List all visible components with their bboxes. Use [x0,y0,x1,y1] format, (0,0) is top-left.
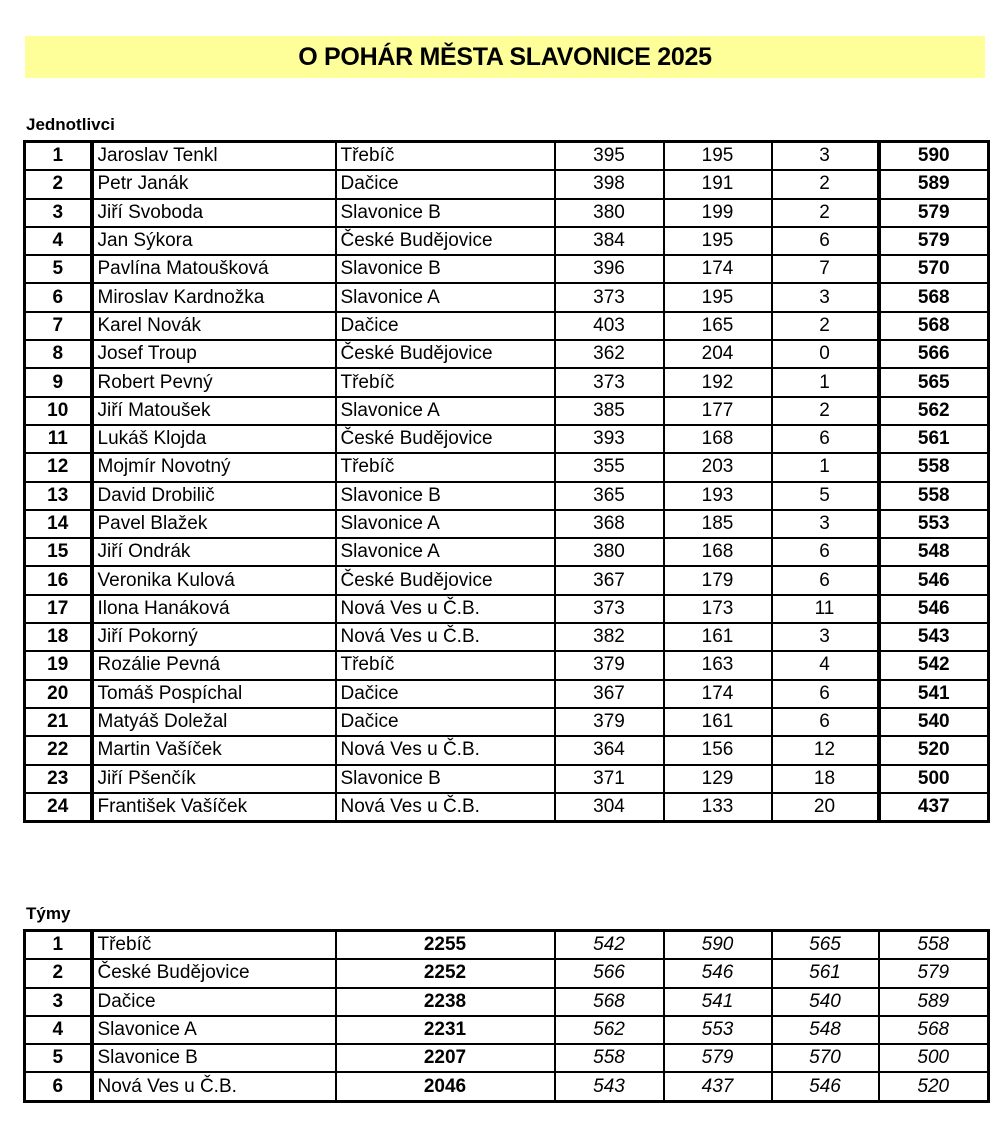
total-score-cell: 540 [879,708,989,736]
club-cell: Slavonice B [336,482,555,510]
member-score-cell: 562 [555,1016,664,1044]
table-row [25,736,989,764]
misses-cell: 3 [772,142,879,171]
club-cell: Slavonice B [336,199,555,227]
table-row [25,397,989,425]
rank-cell: 9 [25,368,92,396]
rank-cell: 8 [25,340,92,368]
club-cell: České Budějovice [336,227,555,255]
table-row [25,482,989,510]
total-score-cell: 579 [879,199,989,227]
rank-cell: 6 [25,1072,92,1101]
full-score-cell: 371 [555,765,664,793]
clear-score-cell: 165 [664,312,772,340]
full-score-cell: 373 [555,368,664,396]
team-name-cell: Třebíč [92,931,336,960]
clear-score-cell: 204 [664,340,772,368]
full-score-cell: 398 [555,170,664,198]
player-name-cell: Lukáš Klojda [92,425,336,453]
member-score-cell: 561 [772,959,879,987]
misses-cell: 3 [772,510,879,538]
clear-score-cell: 195 [664,227,772,255]
member-score-cell: 520 [879,1072,989,1101]
rank-cell: 5 [25,255,92,283]
club-cell: Třebíč [336,368,555,396]
total-score-cell: 548 [879,538,989,566]
full-score-cell: 395 [555,142,664,171]
total-score-cell: 437 [879,793,989,822]
table-row [25,425,989,453]
rank-cell: 21 [25,708,92,736]
full-score-cell: 380 [555,538,664,566]
club-cell: Třebíč [336,142,555,171]
misses-cell: 3 [772,623,879,651]
player-name-cell: Martin Vašíček [92,736,336,764]
member-score-cell: 590 [664,931,772,960]
table-row [25,227,989,255]
team-name-cell: Nová Ves u Č.B. [92,1072,336,1101]
rank-cell: 3 [25,988,92,1016]
table-row [25,510,989,538]
team-name-cell: Slavonice A [92,1016,336,1044]
team-total-cell: 2231 [336,1016,555,1044]
member-score-cell: 565 [772,931,879,960]
full-score-cell: 385 [555,397,664,425]
rank-cell: 20 [25,680,92,708]
title-banner [25,36,985,78]
rank-cell: 16 [25,566,92,594]
clear-score-cell: 192 [664,368,772,396]
member-score-cell: 546 [772,1072,879,1101]
teams-table [23,929,990,1103]
rank-cell: 1 [25,931,92,960]
clear-score-cell: 199 [664,199,772,227]
clear-score-cell: 163 [664,651,772,679]
full-score-cell: 373 [555,283,664,311]
clear-score-cell: 203 [664,453,772,481]
member-score-cell: 543 [555,1072,664,1101]
club-cell: Třebíč [336,453,555,481]
full-score-cell: 379 [555,708,664,736]
full-score-cell: 373 [555,595,664,623]
team-name-cell: Slavonice B [92,1044,336,1072]
player-name-cell: Robert Pevný [92,368,336,396]
total-score-cell: 558 [879,482,989,510]
club-cell: Slavonice A [336,510,555,538]
member-score-cell: 540 [772,988,879,1016]
table-row [25,170,989,198]
total-score-cell: 589 [879,170,989,198]
club-cell: Slavonice A [336,397,555,425]
table-row [25,1072,989,1101]
table-row [25,793,989,822]
total-score-cell: 566 [879,340,989,368]
member-score-cell: 566 [555,959,664,987]
rank-cell: 7 [25,312,92,340]
player-name-cell: Jan Sýkora [92,227,336,255]
rank-cell: 3 [25,199,92,227]
member-score-cell: 546 [664,959,772,987]
full-score-cell: 396 [555,255,664,283]
full-score-cell: 355 [555,453,664,481]
clear-score-cell: 177 [664,397,772,425]
clear-score-cell: 161 [664,623,772,651]
club-cell: Slavonice A [336,538,555,566]
player-name-cell: Jiří Ondrák [92,538,336,566]
full-score-cell: 367 [555,680,664,708]
club-cell: Nová Ves u Č.B. [336,595,555,623]
rank-cell: 12 [25,453,92,481]
total-score-cell: 546 [879,595,989,623]
team-total-cell: 2255 [336,931,555,960]
teams-heading: Týmy [26,904,71,923]
player-name-cell: František Vašíček [92,793,336,822]
clear-score-cell: 173 [664,595,772,623]
club-cell: Dačice [336,680,555,708]
misses-cell: 6 [772,538,879,566]
club-cell: České Budějovice [336,340,555,368]
misses-cell: 6 [772,227,879,255]
total-score-cell: 546 [879,566,989,594]
full-score-cell: 364 [555,736,664,764]
club-cell: Dačice [336,312,555,340]
player-name-cell: Karel Novák [92,312,336,340]
player-name-cell: Jiří Pokorný [92,623,336,651]
table-row [25,931,989,960]
table-row [25,988,989,1016]
rank-cell: 13 [25,482,92,510]
rank-cell: 4 [25,1016,92,1044]
clear-score-cell: 195 [664,283,772,311]
table-row [25,680,989,708]
clear-score-cell: 156 [664,736,772,764]
clear-score-cell: 195 [664,142,772,171]
misses-cell: 2 [772,170,879,198]
table-row [25,312,989,340]
total-score-cell: 543 [879,623,989,651]
clear-score-cell: 161 [664,708,772,736]
full-score-cell: 384 [555,227,664,255]
individuals-heading: Jednotlivci [26,115,115,134]
full-score-cell: 380 [555,199,664,227]
member-score-cell: 589 [879,988,989,1016]
table-row [25,765,989,793]
full-score-cell: 379 [555,651,664,679]
player-name-cell: David Drobilič [92,482,336,510]
member-score-cell: 579 [879,959,989,987]
club-cell: Dačice [336,170,555,198]
misses-cell: 0 [772,340,879,368]
table-row [25,340,989,368]
player-name-cell: Josef Troup [92,340,336,368]
clear-score-cell: 174 [664,255,772,283]
table-row [25,651,989,679]
player-name-cell: Pavlína Matoušková [92,255,336,283]
misses-cell: 2 [772,199,879,227]
player-name-cell: Jaroslav Tenkl [92,142,336,171]
rank-cell: 24 [25,793,92,822]
full-score-cell: 368 [555,510,664,538]
misses-cell: 7 [772,255,879,283]
misses-cell: 1 [772,453,879,481]
page-title: O POHÁR MĚSTA SLAVONICE 2025 [298,42,712,71]
table-row [25,368,989,396]
full-score-cell: 382 [555,623,664,651]
table-row [25,708,989,736]
team-total-cell: 2046 [336,1072,555,1101]
team-name-cell: Dačice [92,988,336,1016]
clear-score-cell: 179 [664,566,772,594]
table-row [25,538,989,566]
misses-cell: 20 [772,793,879,822]
full-score-cell: 367 [555,566,664,594]
table-row [25,595,989,623]
table-row [25,283,989,311]
total-score-cell: 568 [879,312,989,340]
rank-cell: 15 [25,538,92,566]
total-score-cell: 568 [879,283,989,311]
member-score-cell: 542 [555,931,664,960]
member-score-cell: 541 [664,988,772,1016]
clear-score-cell: 193 [664,482,772,510]
member-score-cell: 568 [879,1016,989,1044]
clear-score-cell: 168 [664,538,772,566]
total-score-cell: 558 [879,453,989,481]
total-score-cell: 562 [879,397,989,425]
player-name-cell: Tomáš Pospíchal [92,680,336,708]
individuals-table [23,140,990,823]
misses-cell: 6 [772,708,879,736]
team-total-cell: 2207 [336,1044,555,1072]
table-row [25,255,989,283]
rank-cell: 6 [25,283,92,311]
misses-cell: 5 [772,482,879,510]
total-score-cell: 542 [879,651,989,679]
rank-cell: 1 [25,142,92,171]
member-score-cell: 570 [772,1044,879,1072]
misses-cell: 2 [772,312,879,340]
member-score-cell: 558 [879,931,989,960]
club-cell: Slavonice A [336,283,555,311]
clear-score-cell: 129 [664,765,772,793]
table-row [25,199,989,227]
player-name-cell: Jiří Matoušek [92,397,336,425]
team-total-cell: 2238 [336,988,555,1016]
rank-cell: 4 [25,227,92,255]
club-cell: Slavonice B [336,765,555,793]
total-score-cell: 565 [879,368,989,396]
total-score-cell: 579 [879,227,989,255]
clear-score-cell: 185 [664,510,772,538]
club-cell: České Budějovice [336,566,555,594]
clear-score-cell: 133 [664,793,772,822]
misses-cell: 18 [772,765,879,793]
member-score-cell: 553 [664,1016,772,1044]
clear-score-cell: 168 [664,425,772,453]
member-score-cell: 568 [555,988,664,1016]
rank-cell: 2 [25,170,92,198]
rank-cell: 22 [25,736,92,764]
full-score-cell: 403 [555,312,664,340]
clear-score-cell: 174 [664,680,772,708]
full-score-cell: 365 [555,482,664,510]
total-score-cell: 500 [879,765,989,793]
full-score-cell: 304 [555,793,664,822]
total-score-cell: 541 [879,680,989,708]
club-cell: Nová Ves u Č.B. [336,736,555,764]
misses-cell: 3 [772,283,879,311]
member-score-cell: 558 [555,1044,664,1072]
club-cell: Nová Ves u Č.B. [336,623,555,651]
table-row [25,566,989,594]
misses-cell: 11 [772,595,879,623]
team-name-cell: České Budějovice [92,959,336,987]
rank-cell: 2 [25,959,92,987]
player-name-cell: Veronika Kulová [92,566,336,594]
misses-cell: 4 [772,651,879,679]
member-score-cell: 548 [772,1016,879,1044]
table-row [25,959,989,987]
rank-cell: 17 [25,595,92,623]
misses-cell: 12 [772,736,879,764]
misses-cell: 6 [772,425,879,453]
rank-cell: 23 [25,765,92,793]
rank-cell: 10 [25,397,92,425]
total-score-cell: 570 [879,255,989,283]
full-score-cell: 393 [555,425,664,453]
table-row [25,1016,989,1044]
table-row [25,623,989,651]
table-row [25,142,989,171]
player-name-cell: Pavel Blažek [92,510,336,538]
rank-cell: 18 [25,623,92,651]
player-name-cell: Jiří Pšenčík [92,765,336,793]
total-score-cell: 520 [879,736,989,764]
club-cell: Slavonice B [336,255,555,283]
club-cell: Dačice [336,708,555,736]
member-score-cell: 437 [664,1072,772,1101]
misses-cell: 1 [772,368,879,396]
club-cell: České Budějovice [336,425,555,453]
misses-cell: 6 [772,680,879,708]
player-name-cell: Miroslav Kardnožka [92,283,336,311]
total-score-cell: 590 [879,142,989,171]
player-name-cell: Ilona Hanáková [92,595,336,623]
player-name-cell: Jiří Svoboda [92,199,336,227]
misses-cell: 2 [772,397,879,425]
club-cell: Třebíč [336,651,555,679]
rank-cell: 5 [25,1044,92,1072]
clear-score-cell: 191 [664,170,772,198]
rank-cell: 11 [25,425,92,453]
rank-cell: 19 [25,651,92,679]
player-name-cell: Petr Janák [92,170,336,198]
member-score-cell: 500 [879,1044,989,1072]
full-score-cell: 362 [555,340,664,368]
player-name-cell: Rozálie Pevná [92,651,336,679]
member-score-cell: 579 [664,1044,772,1072]
total-score-cell: 553 [879,510,989,538]
total-score-cell: 561 [879,425,989,453]
player-name-cell: Matyáš Doležal [92,708,336,736]
player-name-cell: Mojmír Novotný [92,453,336,481]
team-total-cell: 2252 [336,959,555,987]
club-cell: Nová Ves u Č.B. [336,793,555,822]
rank-cell: 14 [25,510,92,538]
misses-cell: 6 [772,566,879,594]
table-row [25,1044,989,1072]
table-row [25,453,989,481]
